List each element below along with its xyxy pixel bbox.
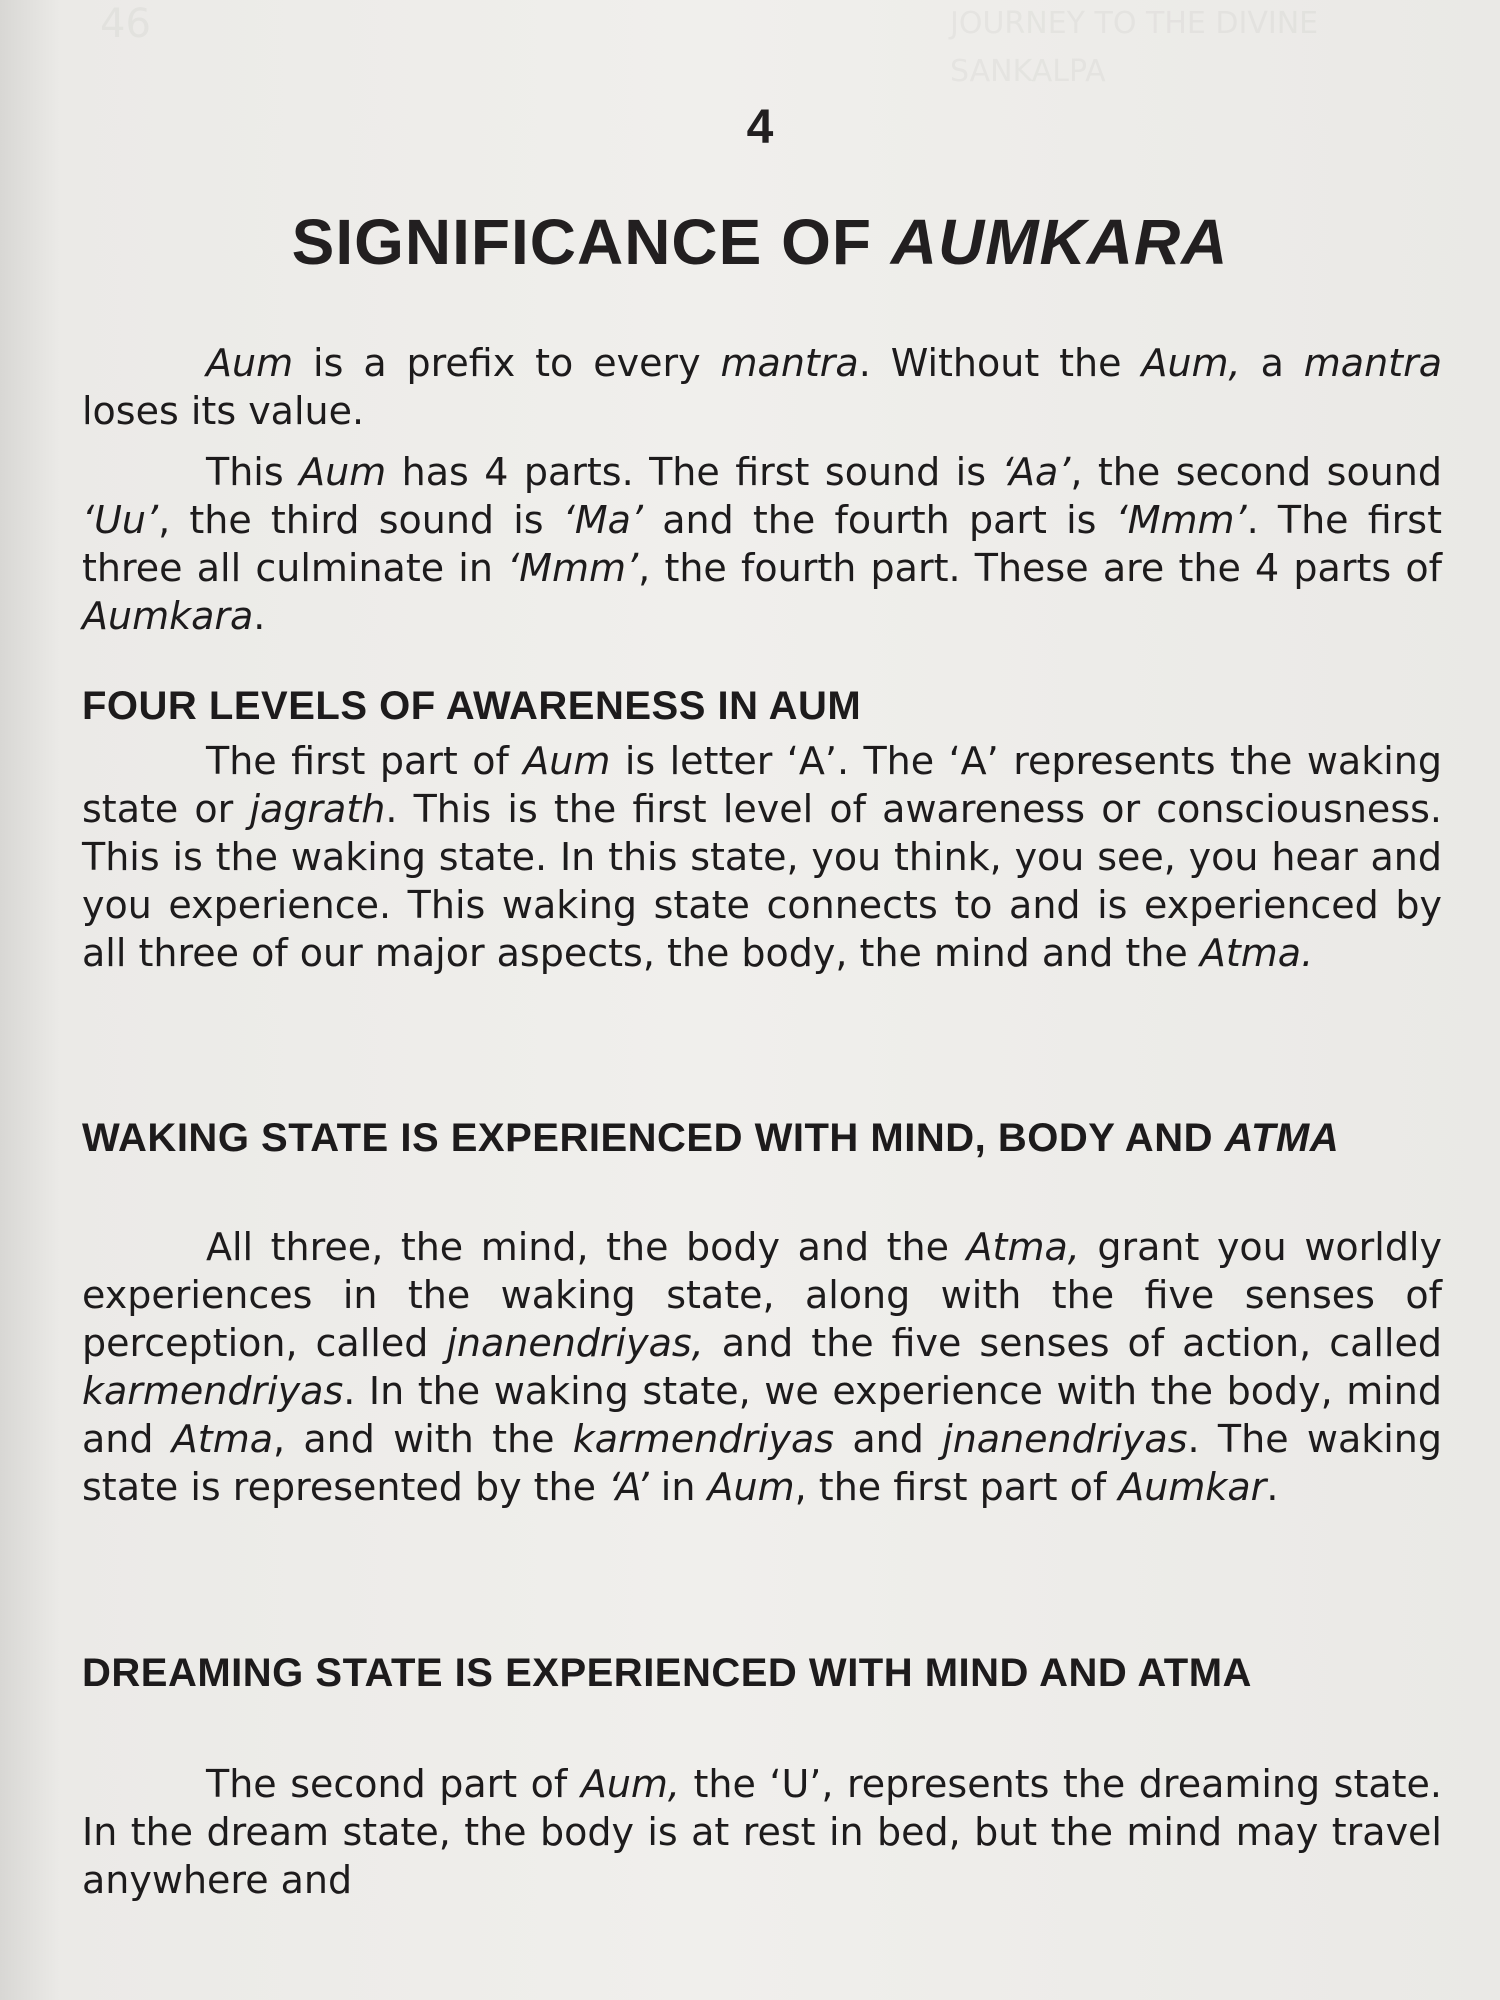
- paragraph-4: All three, the mind, the body and the Atma, grant you worldly experiences in the waking state, along with the five senses of perception, called jnanendriyas, and the five senses of action, called karmendriyas. In the waking state, we experience with the body, mind and Atma, and with the karmendriyas and jnanendriyas. The waking state is represented by the ‘A’ in Aum, the first part of Aumkar.: [82, 1225, 1443, 1509]
- paragraph-2: This Aum has 4 parts. The first sound is ‘Aa’, the second sound ‘Uu’, the third sound is ‘Ma’ and the fourth part is ‘Mmm’. The first three all culminate in ‘Mmm’, the fourth part. These are the 4 parts of Aumkara.: [82, 450, 1443, 638]
- paragraph-5: The second part of Aum, the ‘U’, represents the dreaming state. In the dream state, the body is at rest in bed, but the mind may travel anywhere and: [82, 1762, 1442, 1902]
- section-heading-waking-state: WAKING STATE IS EXPERIENCED WITH MIND, BODY AND ATMA: [82, 1116, 1340, 1160]
- header-fragment: 46: [100, 1, 151, 47]
- paragraph-1: Aum is a prefix to every mantra. Without the Aum, a mantra loses its value.: [82, 341, 1442, 433]
- chapter-number: 4: [746, 101, 774, 154]
- chapter-title-italic: AUMKARA: [890, 206, 1229, 278]
- section-heading-dreaming-state: DREAMING STATE IS EXPERIENCED WITH MIND AND ATMA: [82, 1651, 1252, 1695]
- paragraph-3: The first part of Aum is letter ‘A’. The ‘A’ represents the waking state or jagrath. This is the first level of awareness or consciousness. This is the waking state. In this state, you think, you see, you hear and you experience. This waking state connects to and is experienced by all three of our major aspects, the body, the mind and the Atma.: [82, 739, 1442, 975]
- running-header: JOURNEY TO THE DIVINE SANKALPA: [950, 6, 1319, 89]
- section-heading-four-levels: FOUR LEVELS OF AWARENESS IN AUM: [82, 684, 862, 728]
- chapter-title-main: SIGNIFICANCE OF: [291, 206, 891, 278]
- chapter-title: [0, 205, 1500, 279]
